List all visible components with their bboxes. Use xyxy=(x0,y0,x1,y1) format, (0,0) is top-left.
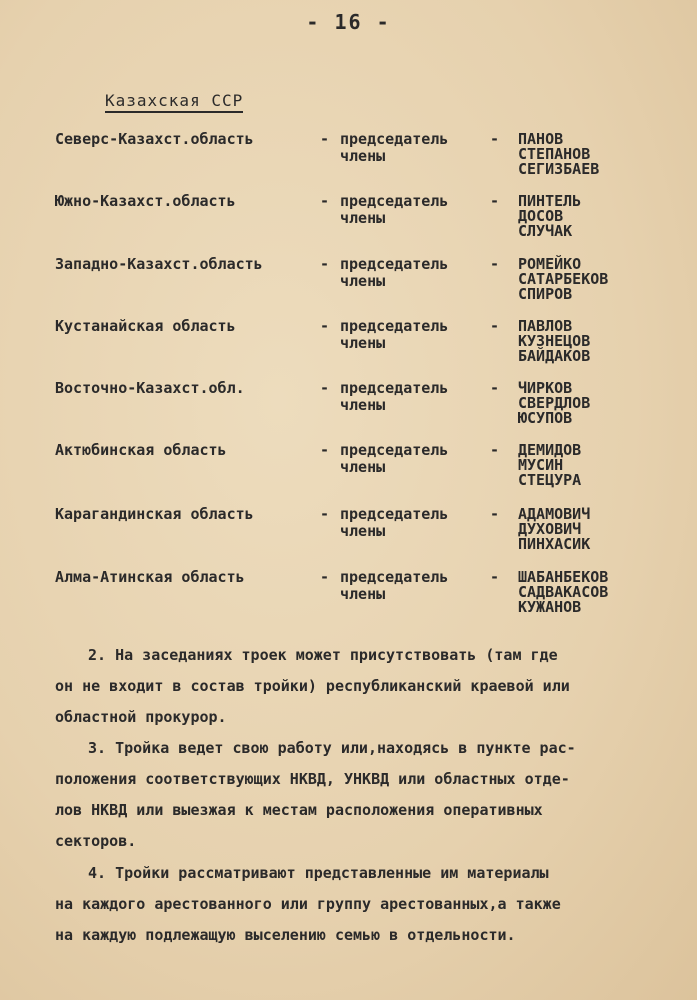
paragraph-line: положения соответствующих НКВД, УНКВД или областных отде- xyxy=(55,770,570,788)
paragraph-line: 4. Тройки рассматривают представленные им материалы xyxy=(88,864,549,882)
committee-entry xyxy=(0,505,697,565)
dash: - xyxy=(490,379,500,397)
member-name: СТЕПАНОВ xyxy=(518,145,591,163)
region-name: Восточно-Казахст.обл. xyxy=(55,379,245,397)
members-label: члены xyxy=(340,585,386,603)
members-label: члены xyxy=(340,272,386,290)
dash: - xyxy=(320,505,330,523)
member-name: КУЖАНОВ xyxy=(518,598,582,616)
dash: - xyxy=(490,255,500,273)
member-name: ЮСУПОВ xyxy=(518,409,573,427)
paragraph-4 xyxy=(55,858,655,951)
chair-name: ДЕМИДОВ xyxy=(518,441,582,459)
region-name: Карагандинская область xyxy=(55,505,254,523)
chair-label: председатель xyxy=(340,379,449,397)
member-name: БАЙДАКОВ xyxy=(518,347,591,365)
dash: - xyxy=(320,441,330,459)
chair-name: ШАБАНБЕКОВ xyxy=(518,568,609,586)
region-name: Южно-Казахст.область xyxy=(55,192,236,210)
member-name: САДВАКАСОВ xyxy=(518,583,609,601)
chair-name: ЧИРКОВ xyxy=(518,379,573,397)
member-name: КУЗНЕЦОВ xyxy=(518,332,591,350)
paragraph-line: секторов. xyxy=(55,832,137,850)
chair-label: председатель xyxy=(340,130,449,148)
dash: - xyxy=(490,441,500,459)
chair-name: РОМЕЙКО xyxy=(518,255,582,273)
paragraph-line: на каждого арестованного или группу арестованных,а также xyxy=(55,895,561,913)
member-name: СВЕРДЛОВ xyxy=(518,394,591,412)
dash: - xyxy=(320,192,330,210)
chair-label: председатель xyxy=(340,192,449,210)
paragraph-line: 2. На заседаниях троек может присутствовать (там где xyxy=(88,646,558,664)
paragraph-line: областной прокурор. xyxy=(55,708,227,726)
region-name: Западно-Казахст.область xyxy=(55,255,263,273)
paragraph-line: лов НКВД или выезжая к местам расположения оперативных xyxy=(55,801,543,819)
members-label: члены xyxy=(340,334,386,352)
paragraph-line: 3. Тройка ведет свою работу или,находясь в пункте рас- xyxy=(88,739,576,757)
members-label: члены xyxy=(340,209,386,227)
member-name: ДОСОВ xyxy=(518,207,564,225)
dash: - xyxy=(490,130,500,148)
dash: - xyxy=(320,379,330,397)
member-name: САТАРБЕКОВ xyxy=(518,270,609,288)
members-label: члены xyxy=(340,147,386,165)
member-name: ДУХОВИЧ xyxy=(518,520,582,538)
chair-label: председатель xyxy=(340,568,449,586)
chair-label: председатель xyxy=(340,441,449,459)
members-label: члены xyxy=(340,458,386,476)
committee-entry xyxy=(0,441,697,501)
chair-name: ПАВЛОВ xyxy=(518,317,573,335)
committee-entry xyxy=(0,192,697,252)
dash: - xyxy=(490,192,500,210)
paragraph-line: на каждую подлежащую выселению семью в отдельности. xyxy=(55,926,516,944)
member-name: ПИНХАСИК xyxy=(518,535,591,553)
committee-entry xyxy=(0,379,697,439)
section-heading: Казахская ССР xyxy=(105,91,243,113)
paragraph-line: он не входит в состав тройки) республиканский краевой или xyxy=(55,677,570,695)
committee-entry xyxy=(0,255,697,315)
page-number: - 16 - xyxy=(306,10,391,34)
region-name: Актюбинская область xyxy=(55,441,227,459)
chair-label: председатель xyxy=(340,505,449,523)
members-label: члены xyxy=(340,522,386,540)
dash: - xyxy=(320,255,330,273)
chair-name: АДАМОВИЧ xyxy=(518,505,591,523)
committee-entry xyxy=(0,130,697,190)
member-name: МУСИН xyxy=(518,456,564,474)
region-name: Кустанайская область xyxy=(55,317,236,335)
member-name: СЛУЧАК xyxy=(518,222,573,240)
committee-entry xyxy=(0,568,697,628)
members-label: члены xyxy=(340,396,386,414)
chair-name: ПАНОВ xyxy=(518,130,564,148)
dash: - xyxy=(490,505,500,523)
member-name: СЕГИЗБАЕВ xyxy=(518,160,600,178)
chair-label: председатель xyxy=(340,255,449,273)
chair-label: председатель xyxy=(340,317,449,335)
dash: - xyxy=(320,317,330,335)
dash: - xyxy=(320,568,330,586)
dash: - xyxy=(320,130,330,148)
region-name: Алма-Атинская область xyxy=(55,568,245,586)
committee-entry xyxy=(0,317,697,377)
region-name: Северс-Казахст.область xyxy=(55,130,254,148)
member-name: СТЕЦУРА xyxy=(518,471,582,489)
dash: - xyxy=(490,568,500,586)
paragraph-3 xyxy=(55,733,655,857)
member-name: СПИРОВ xyxy=(518,285,573,303)
paragraph-2 xyxy=(55,640,655,733)
chair-name: ПИНТЕЛЬ xyxy=(518,192,582,210)
dash: - xyxy=(490,317,500,335)
